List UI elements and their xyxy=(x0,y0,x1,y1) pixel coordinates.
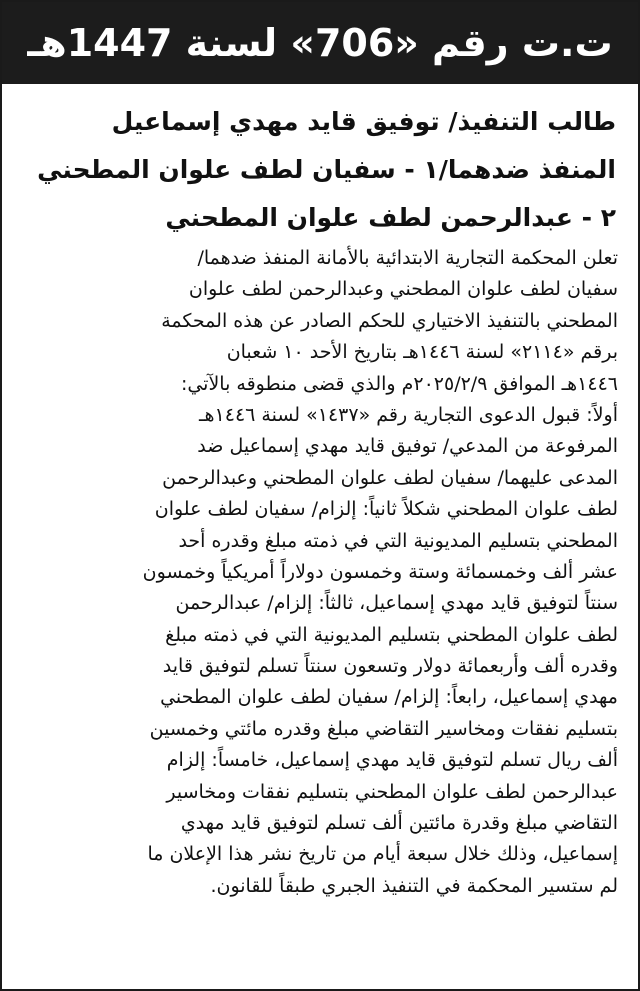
body-line: عبدالرحمن لطف علوان المطحني بتسليم نفقات ومخاسير xyxy=(166,780,618,803)
header-bar xyxy=(2,2,638,84)
body-line: لطف علوان المطحني شكلاً ثانياً: إلزام/ سفيان لطف علوان xyxy=(154,498,618,521)
party-line-defendant-2: ٢ - عبدالرحمن لطف علوان المطحني xyxy=(165,203,616,232)
notice-body xyxy=(20,243,618,902)
party-line-defendant-1: المنفذ ضدهما/١ - سفيان لطف علوان المطحني xyxy=(37,155,616,184)
body-line: ألف ريال تسلم لتوفيق قايد مهدي إسماعيل، خامساً: إلزام xyxy=(166,749,618,772)
body-line: ١٤٤٦هـ الموافق ٢٠٢٥/٢/٩م والذي قضى منطوقه بالآتي: xyxy=(180,372,618,395)
body-line: المطحني بالتنفيذ الاختياري للحكم الصادر عن هذه المحكمة xyxy=(161,309,618,332)
body-line: بتسليم نفقات ومخاسير التقاضي مبلغ وقدره مائتي وخمسين xyxy=(149,717,618,740)
body-line: سفيان لطف علوان المطحني وعبدالرحمن لطف علوان xyxy=(188,278,618,301)
body-line: برقم «٢١١٤» لسنة ١٤٤٦هـ بتاريخ الأحد ١٠ شعبان xyxy=(226,341,618,364)
body-line: المرفوعة من المدعي/ توفيق قايد مهدي إسماعيل ضد xyxy=(197,435,618,458)
body-line: تعلن المحكمة التجارية الابتدائية بالأمانة المنفذ ضدهما/ xyxy=(197,247,618,269)
body-line: وقدره ألف وأربعمائة دولار وتسعون سنتاً تسلم لتوفيق قايد xyxy=(162,655,618,678)
body-line: المطحني بتسليم المديونية التي في ذمته مبلغ وقدره أحد xyxy=(178,529,618,552)
body-line: أولاً: قبول الدعوى التجارية رقم «١٤٣٧» لسنة ١٤٤٦هـ xyxy=(198,403,618,426)
body-line: لطف علوان المطحني بتسليم المديونية التي في ذمته مبلغ xyxy=(165,623,618,646)
parties-block xyxy=(20,98,616,242)
body-line: إسماعيل، وذلك خلال سبعة أيام من تاريخ نشر هذا الإعلان ما xyxy=(147,843,618,866)
body-line: مهدي إسماعيل، رابعاً: إلزام/ سفيان لطف علوان المطحني xyxy=(160,686,618,709)
party-line-applicant: طالب التنفيذ/ توفيق قايد مهدي إسماعيل xyxy=(111,107,616,136)
body-line: عشر ألف وخمسمائة وستة وخمسون دولاراً أمريكياً وخمسون xyxy=(142,560,618,583)
body-line: سنتاً لتوفيق قايد مهدي إسماعيل، ثالثاً: إلزام/ عبدالرحمن xyxy=(175,592,618,615)
body-line: لم ستسير المحكمة في التنفيذ الجبري طبقاً للقانون. xyxy=(210,874,618,897)
body-line: التقاضي مبلغ وقدرة مائتين ألف تسلم لتوفيق قايد مهدي xyxy=(180,812,618,835)
body-line: المدعى عليهما/ سفيان لطف علوان المطحني وعبدالرحمن xyxy=(162,466,618,489)
notice-title: ت.ت رقم «706» لسنة 1447هـ xyxy=(27,21,613,65)
